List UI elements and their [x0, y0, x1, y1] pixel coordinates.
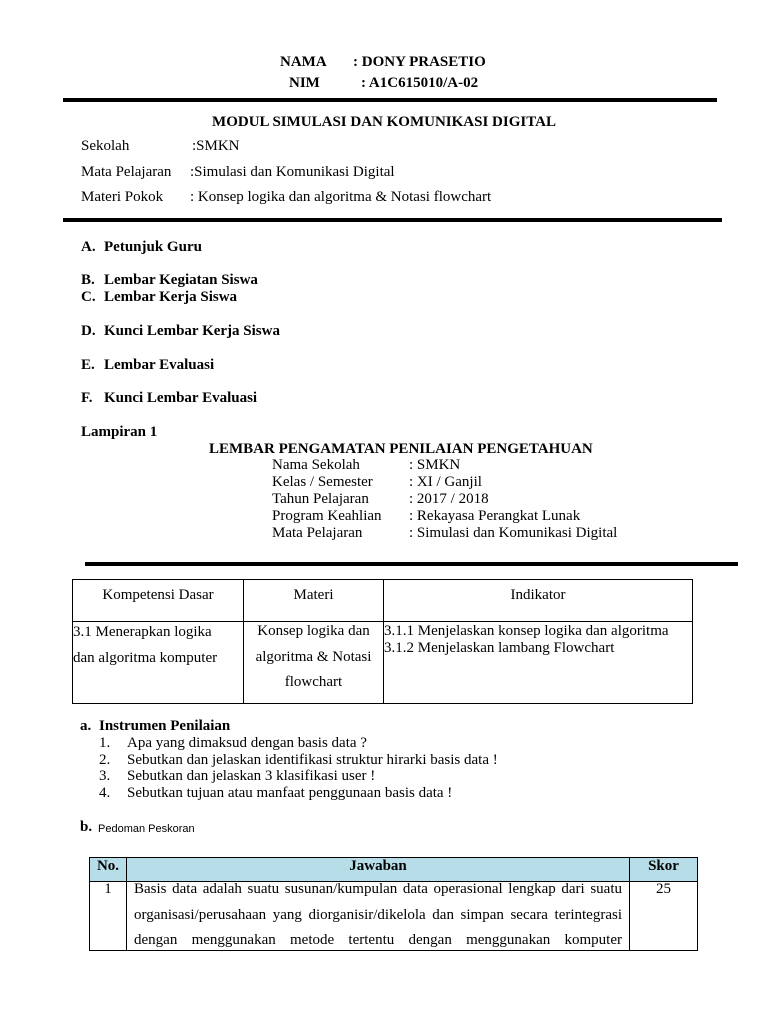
- scoring-table: [89, 857, 698, 951]
- module-title: MODUL SIMULASI DAN KOMUNIKASI DIGITAL: [212, 114, 556, 130]
- module-field-value: :SMKN: [192, 138, 240, 154]
- competency-cell-materi: [244, 622, 384, 704]
- scoring-cell-jawaban: [127, 882, 630, 951]
- answer-line: dengan menggunakan metode tertentu dengan menggunakan komputer: [134, 932, 622, 948]
- student-name-label: NAMA: [280, 54, 327, 70]
- scoring-cell-skor: [630, 882, 698, 951]
- cell-box: [630, 882, 697, 950]
- competency-cell-indikator: [384, 622, 693, 704]
- attachment-info-label: Program Keahlian: [272, 508, 382, 524]
- cell-line: algoritma & Notasi: [255, 648, 372, 665]
- attachment-info-value: : 2017 / 2018: [409, 491, 489, 507]
- attachment-info-value: : Rekayasa Perangkat Lunak: [409, 508, 581, 524]
- cell-text: [134, 882, 622, 950]
- competency-header-cell: [384, 580, 693, 622]
- section-letter: A.: [81, 239, 96, 255]
- section-letter: F.: [81, 390, 93, 406]
- section-letter: E.: [81, 357, 95, 373]
- cell-line: Konsep logika dan: [257, 623, 370, 639]
- attachment-info-label: Tahun Pelajaran: [272, 491, 369, 507]
- section-title: Lembar Kerja Siswa: [104, 289, 238, 305]
- competency-table-row: [73, 622, 693, 704]
- module-field-value: :Simulasi dan Komunikasi Digital: [190, 164, 395, 180]
- question-text: Sebutkan dan jelaskan 3 klasifikasi user !: [127, 768, 376, 784]
- cell-line: flowchart: [284, 674, 343, 690]
- scoring-header-skor: Skor: [630, 858, 698, 882]
- module-divider: [63, 218, 722, 222]
- scoring-title: Pedoman Peskoran: [98, 823, 195, 835]
- competency-header-materi: Materi: [293, 587, 334, 603]
- student-nim-value: : A1C615010/A-02: [361, 75, 479, 91]
- section-title: Lembar Evaluasi: [104, 357, 215, 373]
- cell-text: [73, 619, 243, 671]
- scoring-table-row: [90, 882, 698, 951]
- competency-table-header-row: [73, 580, 693, 622]
- answer-line: Basis data adalah suatu susunan/kumpulan data operasional lengkap dari suatu: [134, 882, 622, 897]
- question-text: Sebutkan tujuan atau manfaat penggunaan basis data !: [127, 785, 453, 801]
- section-title: Lembar Kegiatan Siswa: [104, 272, 258, 288]
- student-name-value: : DONY PRASETIO: [353, 54, 486, 70]
- question-text: Sebutkan dan jelaskan identifikasi struktur hirarki basis data !: [127, 752, 498, 768]
- section-letter: D.: [81, 323, 96, 339]
- scoring-row-number: 1: [104, 882, 112, 897]
- section-letter: C.: [81, 289, 96, 305]
- competency-header-indikator: Indikator: [510, 587, 566, 603]
- module-field-label: Materi Pokok: [81, 189, 164, 205]
- header-divider: [63, 98, 717, 102]
- attachment-title: LEMBAR PENGAMATAN PENILAIAN PENGETAHUAN: [209, 441, 593, 457]
- scoring-cell-no: [90, 882, 127, 951]
- attachment-divider: [85, 562, 738, 566]
- competency-header-cell: [73, 580, 244, 622]
- question-number: 4.: [99, 785, 111, 801]
- attachment-info-value: : Simulasi dan Komunikasi Digital: [409, 525, 618, 541]
- scoring-header-no: No.: [90, 858, 127, 882]
- competency-table: [72, 579, 693, 704]
- attachment-info-label: Mata Pelajaran: [272, 525, 363, 541]
- module-field-label: Sekolah: [81, 138, 130, 154]
- attachment-info-label: Kelas / Semester: [272, 474, 373, 490]
- competency-header-cell: [244, 580, 384, 622]
- scoring-row-score: 25: [656, 882, 671, 897]
- instrument-title: Instrumen Penilaian: [99, 718, 231, 734]
- question-number: 1.: [99, 735, 111, 751]
- cell-line: 3.1 Menerapkan logika: [73, 624, 212, 640]
- answer-line: organisasi/perusahaan yang diorganisir/dikelola dan simpan secara terintegrasi: [134, 906, 622, 923]
- scoring-letter: b.: [80, 819, 93, 835]
- competency-header-kompetensi: Kompetensi Dasar: [102, 587, 214, 603]
- cell-line: 3.1.1 Menjelaskan konsep logika dan algoritma: [384, 623, 669, 639]
- attachment-info-value: : SMKN: [409, 457, 461, 473]
- section-title: Kunci Lembar Kerja Siswa: [104, 323, 280, 339]
- scoring-table-header-row: [90, 858, 698, 882]
- cell-text: [384, 622, 692, 657]
- attachment-info-label: Nama Sekolah: [272, 457, 360, 473]
- scoring-header-jawaban: Jawaban: [127, 858, 630, 882]
- cell-line: 3.1.2 Menjelaskan lambang Flowchart: [384, 640, 615, 656]
- section-title: Kunci Lembar Evaluasi: [104, 390, 258, 406]
- attachment-info-value: : XI / Ganjil: [409, 474, 482, 490]
- section-letter: B.: [81, 272, 95, 288]
- cell-text: [244, 619, 383, 696]
- section-title: Petunjuk Guru: [104, 239, 202, 255]
- cell-box: [134, 882, 622, 950]
- student-nim-label: NIM: [289, 75, 320, 91]
- question-text: Apa yang dimaksud dengan basis data ?: [127, 735, 367, 751]
- cell-box: [90, 882, 126, 950]
- question-number: 3.: [99, 768, 111, 784]
- module-field-value: : Konsep logika dan algoritma & Notasi flowchart: [190, 189, 492, 205]
- competency-cell-kompetensi: [73, 622, 244, 704]
- question-number: 2.: [99, 752, 111, 768]
- cell-line: dan algoritma komputer: [73, 650, 218, 666]
- module-field-label: Mata Pelajaran: [81, 164, 172, 180]
- instrument-letter: a.: [80, 718, 92, 734]
- attachment-label: Lampiran 1: [81, 424, 158, 440]
